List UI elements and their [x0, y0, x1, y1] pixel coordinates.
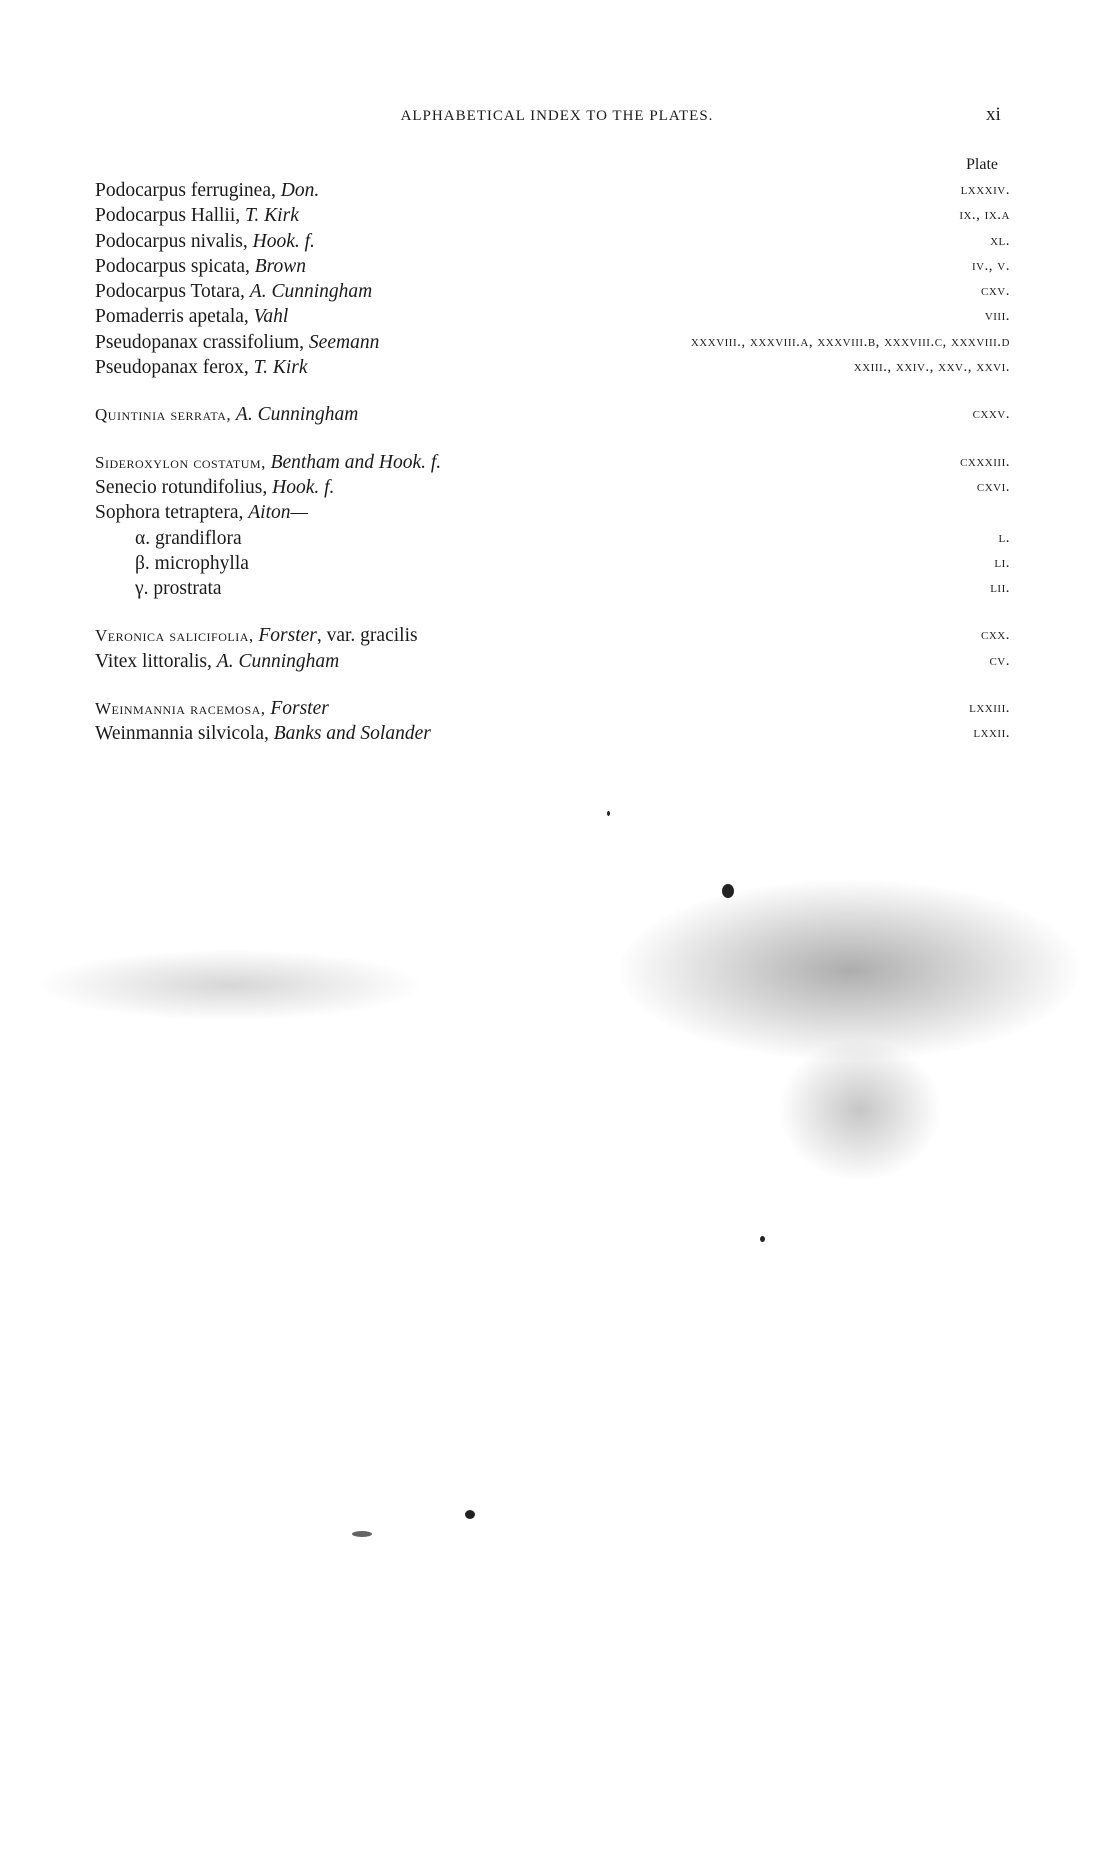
scan-smudge: [40, 950, 420, 1020]
species-name: Sophora tetraptera,: [95, 502, 249, 524]
species-name: Senecio rotundifolius,: [95, 476, 273, 498]
plate-number: cxvi.: [971, 475, 1010, 500]
scan-speck: [352, 1531, 372, 1537]
entry-name: [95, 625, 424, 646]
variety-suffix: , var. gracilis: [316, 625, 418, 647]
index-entry: [95, 551, 1010, 576]
authority: T. Kirk: [245, 205, 299, 227]
plate-number: cv.: [983, 649, 1010, 674]
authority: Bentham and Hook. f.: [270, 451, 442, 473]
authority: Banks and Solander: [273, 723, 431, 745]
index-entry: [95, 330, 1010, 355]
plate-number: li.: [988, 551, 1010, 576]
entry-name: [95, 698, 335, 719]
entry-name: [135, 578, 228, 599]
scan-smudge: [780, 1040, 940, 1180]
entry-name: [95, 502, 314, 523]
plate-number: lxxiii.: [963, 696, 1010, 721]
plate-number: cxxxiii.: [954, 450, 1010, 475]
species-name: γ. prostrata: [135, 578, 222, 600]
index-entry: [95, 254, 1010, 279]
species-name: Podocarpus Totara,: [95, 281, 250, 303]
index-entry: [95, 229, 1010, 254]
entry-name: [95, 231, 321, 252]
entry-name: [95, 357, 314, 378]
entry-name: [95, 332, 385, 353]
running-title: ALPHABETICAL INDEX TO THE PLATES.: [400, 108, 714, 124]
authority: Aiton—: [248, 502, 308, 524]
index-entry: [95, 304, 1010, 329]
species-name: Podocarpus spicata,: [95, 255, 255, 277]
genus-small-caps: Veronica salicifolia,: [95, 626, 259, 646]
index-entry: [95, 355, 1010, 380]
authority: Forster: [270, 698, 329, 720]
scan-speck: [465, 1510, 475, 1519]
plate-number: cxv.: [975, 279, 1010, 304]
entry-name: [95, 651, 345, 672]
index-entry: [95, 203, 1010, 228]
plate-number: lxxxiv.: [955, 178, 1010, 203]
entry-name: [95, 281, 378, 302]
authority: T. Kirk: [253, 357, 308, 379]
index-entries: [95, 178, 1010, 747]
index-entry: [95, 450, 1010, 475]
species-name: β. microphylla: [135, 552, 249, 574]
species-name: Podocarpus ferruginea,: [95, 180, 281, 201]
plate-number: xxiii., xxiv., xxv., xxvi.: [848, 355, 1010, 380]
authority: Don.: [280, 180, 320, 201]
group-gap: [95, 601, 1010, 623]
entry-name: [95, 306, 294, 327]
genus-small-caps: Sideroxylon costatum,: [95, 452, 271, 472]
entry-name: [135, 528, 248, 549]
species-name: Vitex littoralis,: [95, 650, 217, 672]
scan-speck: [722, 884, 734, 898]
authority: Hook. f.: [252, 230, 315, 252]
index-entry: [95, 178, 1010, 203]
genus-small-caps: Weinmannia racemosa,: [95, 699, 271, 719]
plate-number: cxx.: [975, 623, 1010, 648]
index-entry: [95, 696, 1010, 721]
authority: Vahl: [253, 306, 289, 328]
entry-name: [135, 553, 255, 574]
entry-name: [95, 256, 312, 277]
plate-number: lii.: [984, 576, 1010, 601]
authority: A. Cunningham: [249, 281, 373, 303]
plate-number: xxxviii., xxxviii.a, xxxviii.b, xxxviii.c, xxxviii.d: [685, 330, 1010, 355]
entry-name: [95, 404, 364, 425]
species-name: Pseudopanax ferox,: [95, 357, 254, 379]
plate-number: l.: [993, 526, 1010, 551]
authority: Seemann: [308, 331, 380, 353]
scan-speck: [760, 1236, 765, 1242]
index-entry: [95, 475, 1010, 500]
authority: A. Cunningham: [216, 650, 340, 672]
index-entry: [95, 721, 1010, 746]
scan-speck: [607, 811, 610, 816]
plate-number: iv., v.: [966, 254, 1010, 279]
entry-name: [95, 205, 305, 226]
plate-number: viii.: [979, 304, 1010, 329]
index-entry: [95, 500, 1010, 525]
plate-number: lxxii.: [967, 721, 1010, 746]
index-entry: [95, 402, 1010, 427]
authority: Forster: [258, 625, 317, 647]
entry-name: [95, 180, 325, 201]
authority: A. Cunningham: [235, 404, 359, 426]
plate-number: ix., ix.a: [953, 203, 1010, 228]
plate-number: xl.: [984, 229, 1010, 254]
entry-name: [95, 452, 447, 473]
genus-small-caps: Quintinia serrata,: [95, 405, 236, 425]
scan-smudge: [620, 880, 1080, 1060]
entry-name: [95, 477, 340, 498]
plate-column-heading: Plate: [966, 156, 998, 173]
plate-number: cxxv.: [967, 402, 1010, 427]
group-gap: [95, 674, 1010, 696]
page-number: xi: [986, 104, 1001, 125]
species-name: Podocarpus Hallii,: [95, 205, 246, 227]
group-gap: [95, 380, 1010, 402]
species-name: Podocarpus nivalis,: [95, 230, 253, 252]
species-name: α. grandiflora: [135, 527, 242, 549]
authority: Hook. f.: [272, 476, 335, 498]
index-entry: [95, 623, 1010, 648]
species-name: Weinmannia silvicola,: [95, 723, 274, 745]
index-entry: [95, 576, 1010, 601]
index-entry: [95, 526, 1010, 551]
species-name: Pomaderris apetala,: [95, 306, 254, 328]
entry-name: [95, 723, 437, 744]
authority: Brown: [254, 255, 307, 277]
group-gap: [95, 428, 1010, 450]
index-entry: [95, 279, 1010, 304]
index-entry: [95, 649, 1010, 674]
species-name: Pseudopanax crassifolium,: [95, 331, 309, 353]
